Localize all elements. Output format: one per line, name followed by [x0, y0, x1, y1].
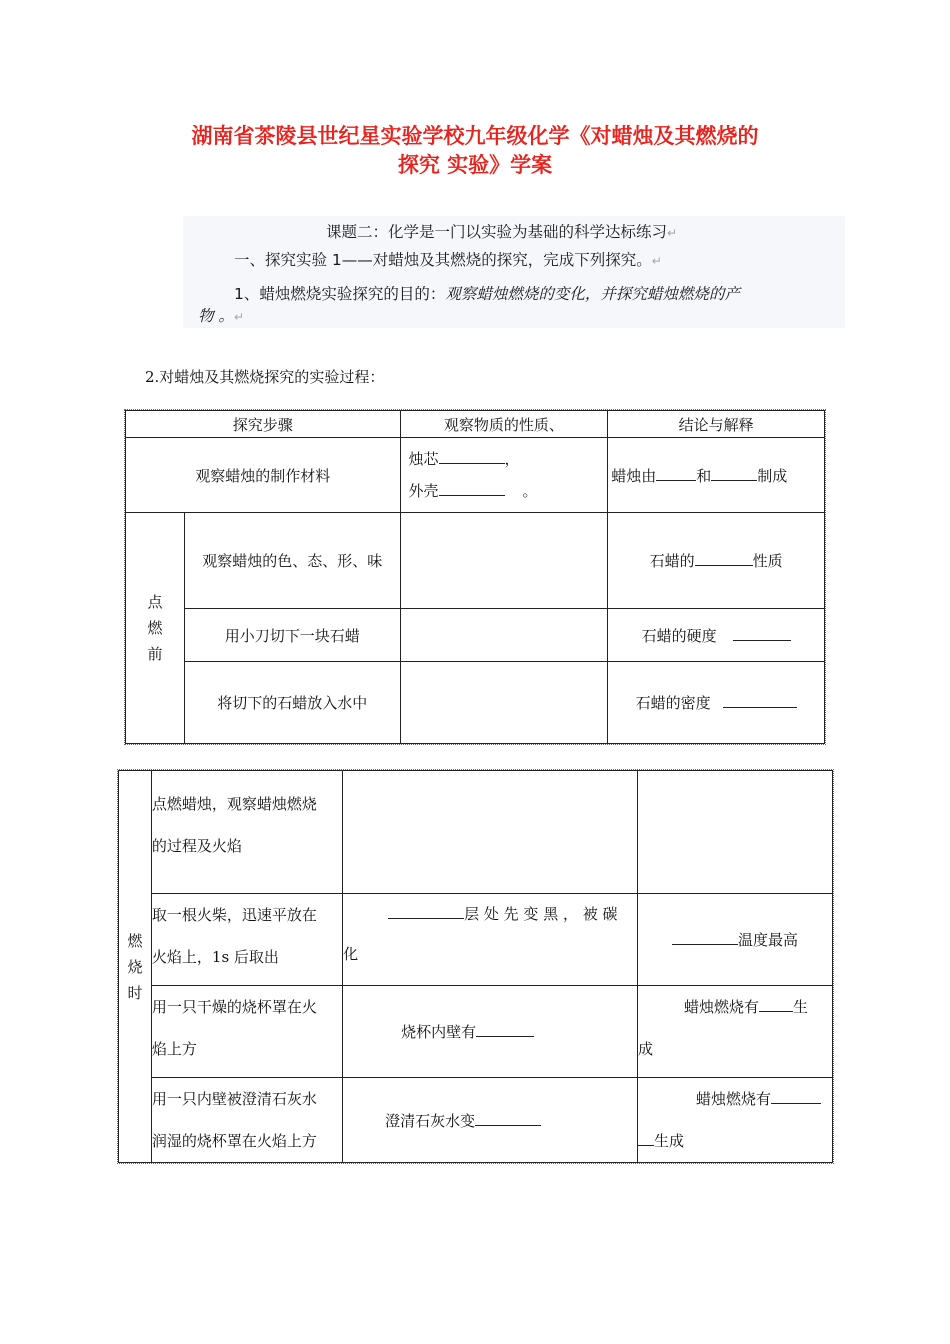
observation-cell: 烛芯 ， 外壳 。: [400, 438, 608, 513]
observation-cell[interactable]: [343, 771, 638, 894]
header-steps: 探究步骤: [126, 411, 401, 438]
answer-blank[interactable]: [656, 466, 696, 481]
table-row: [126, 609, 825, 662]
return-mark-icon: ↵: [651, 254, 662, 268]
table-row: [126, 662, 825, 744]
group-label-before-lighting: 点 燃 前: [126, 513, 185, 744]
table-during-burning: [118, 770, 833, 1163]
conclusion-cell: 蜡烛由 和 制成: [608, 438, 825, 513]
table-row: [119, 894, 833, 986]
answer-blank[interactable]: [476, 1022, 534, 1037]
scan-item1-continued: 物 。↵: [198, 307, 244, 325]
scan-item1: 1、蜡烛燃烧实验探究的目的：观察蜡烛燃烧的变化，并探究蜡烛燃烧的产: [234, 285, 740, 303]
answer-blank[interactable]: [638, 1131, 654, 1146]
step-cell: 观察蜡烛的色、态、形、味: [184, 513, 400, 609]
header-conclusion: 结论与解释: [608, 411, 825, 438]
table-row: [126, 438, 825, 513]
return-mark-icon: ↵: [233, 310, 244, 324]
table-row: [126, 513, 825, 609]
step-cell: 用一只干燥的烧杯罩在火 焰上方: [151, 986, 342, 1078]
answer-blank[interactable]: [771, 1089, 821, 1104]
conclusion-cell: 石蜡的密度: [608, 662, 825, 744]
answer-blank[interactable]: [672, 930, 738, 945]
observation-cell[interactable]: [400, 609, 608, 662]
conclusion-cell: 蜡烛燃烧有 生 成: [638, 986, 833, 1078]
conclusion-cell: 温度最高: [638, 894, 833, 986]
document-title: [150, 122, 800, 180]
answer-blank[interactable]: [733, 626, 791, 641]
observation-cell: 澄清石灰水变: [343, 1078, 638, 1163]
table-row: [119, 986, 833, 1078]
conclusion-cell: 石蜡的硬度: [608, 609, 825, 662]
step-cell: 用小刀切下一块石蜡: [184, 609, 400, 662]
conclusion-cell[interactable]: [638, 771, 833, 894]
observation-cell[interactable]: [400, 513, 608, 609]
answer-blank[interactable]: [439, 481, 505, 496]
table-row: [119, 771, 833, 894]
step-cell: 取一根火柴，迅速平放在 火焰上，1s 后取出: [151, 894, 342, 986]
table-row: [119, 1078, 833, 1163]
title-line-2: 探究 实验》学案: [397, 153, 553, 177]
step-cell: 将切下的石蜡放入水中: [184, 662, 400, 744]
table-header-row: [126, 411, 825, 438]
scanned-excerpt: [183, 216, 845, 328]
conclusion-cell: 石蜡的 性质: [608, 513, 825, 609]
answer-blank[interactable]: [695, 551, 753, 566]
answer-blank[interactable]: [759, 997, 793, 1012]
header-observation: 观察物质的性质、: [400, 411, 608, 438]
step-cell: 观察蜡烛的制作材料: [126, 438, 401, 513]
title-line-1: 湖南省茶陵县世纪星实验学校九年级化学《对蜡烛及其燃烧的: [191, 124, 759, 148]
answer-blank[interactable]: [711, 466, 757, 481]
step-cell: 用一只内壁被澄清石灰水 润湿的烧杯罩在火焰上方: [151, 1078, 342, 1163]
group-label-during-burning: 燃 烧 时: [119, 771, 152, 1163]
step-cell: 点燃蜡烛，观察蜡烛燃烧 的过程及火焰: [151, 771, 342, 894]
scan-part1: 一、探究实验 1——对蜡烛及其燃烧的探究，完成下列探究。↵: [234, 251, 662, 269]
answer-blank[interactable]: [723, 693, 797, 708]
answer-blank[interactable]: [439, 449, 505, 464]
table-before-lighting: [125, 410, 825, 744]
scan-heading: 课题二：化学是一门以实验为基础的科学达标练习↵: [326, 223, 678, 241]
observation-cell: 烧杯内壁有: [343, 986, 638, 1078]
answer-blank[interactable]: [475, 1111, 541, 1126]
section-2-heading: 2.对蜡烛及其燃烧探究的实验过程：: [145, 368, 385, 386]
answer-blank[interactable]: [388, 904, 464, 919]
conclusion-cell: 蜡烛燃烧有 生成: [638, 1078, 833, 1163]
observation-cell[interactable]: [400, 662, 608, 744]
return-mark-icon: ↵: [667, 226, 678, 240]
observation-cell: 层 处 先 变 黑 ， 被 碳 化: [343, 894, 638, 986]
